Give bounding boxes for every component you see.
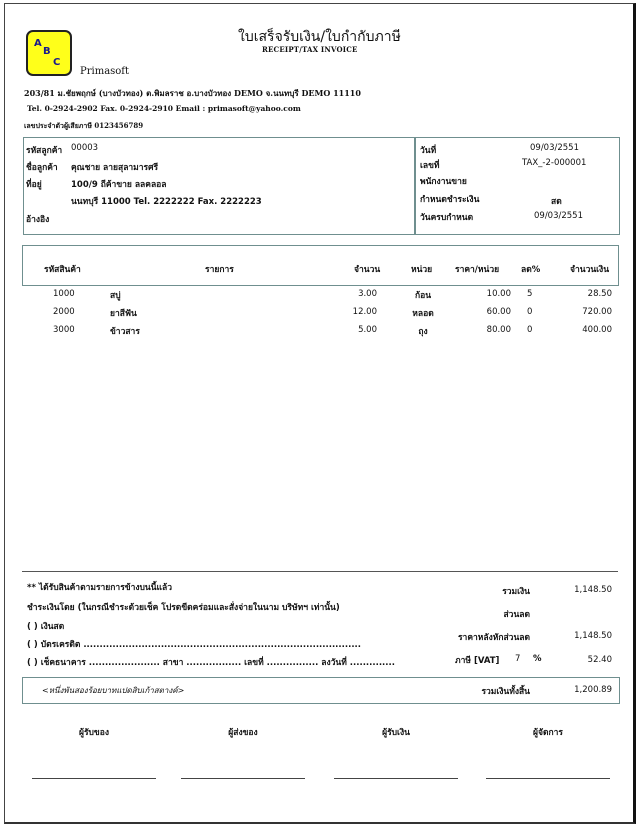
logo-letter-c: C [53,57,61,68]
vat-rate: 7 [515,654,521,664]
customer-code-label: รหัสลูกค้า [26,146,63,156]
company-contact: Tel. 0-2924-2902 Fax. 0-2924-2910 Email : primasoft@yahoo.com [27,104,301,113]
customer-address-label: ที่อยู่ [26,180,42,190]
subtotal-label: รวมเงิน [502,587,530,597]
row-unit: ก้อน [414,291,432,301]
row-qty: 12.00 [352,307,377,317]
row-unit: ถุง [418,327,428,337]
company-name: Primasoft [80,66,130,77]
col-description: รายการ [205,265,234,275]
signature-line-cashier [334,778,458,779]
payment-terms: สด [551,197,562,207]
signature-cashier-label: ผู้รับเงิน [382,728,410,738]
subtotal-value: 1,148.50 [574,585,612,595]
customer-code: 00003 [71,143,99,153]
company-tax-id: เลขประจำตัวผู้เสียภาษี 0123456789 [24,121,144,130]
payment-credit-option[interactable]: ( ) บัตรเครดิต ...................................................................................... [27,640,362,650]
signature-line-receiver [32,778,156,779]
discount-label: ส่วนลด [503,610,530,620]
signature-line-sender [181,778,305,779]
row-amount: 28.50 [587,289,612,299]
row-unit: หลอด [412,309,434,319]
vat-percent-sign: % [533,654,542,664]
signature-sender-label: ผู้ส่งของ [228,728,258,738]
customer-ref-label: อ้างอิง [26,215,50,225]
after-discount-value: 1,148.50 [574,631,612,641]
row-price: 10.00 [486,289,511,299]
vat-value: 52.40 [587,655,612,665]
signature-receiver-label: ผู้รับของ [78,728,109,738]
due-date: 09/03/2551 [534,211,583,221]
company-logo [26,30,72,76]
col-unit: หน่วย [411,265,433,275]
col-amount: จำนวนเงิน [570,265,610,275]
row-amount: 400.00 [582,325,612,335]
signature-manager-label: ผู้จัดการ [533,728,563,738]
row-discount: 5 [527,289,533,299]
document-title: ใบเสร็จรับเงิน/ใบกำกับภาษี [238,29,401,45]
invoice-date: 09/03/2551 [530,143,579,153]
goods-received-note: ** ได้รับสินค้าตามรายการข้างบนนี้แล้ว [27,583,172,593]
row-amount: 720.00 [582,307,612,317]
row-code: 3000 [53,325,75,335]
payment-terms-label: กำหนดชำระเงิน [420,195,480,205]
row-price: 80.00 [486,325,511,335]
payment-cheque-option[interactable]: ( ) เช็คธนาคาร ...................... สาขา ................. เลขที่ ................ ลงวันที่ .............. [27,658,395,668]
row-qty: 5.00 [358,325,377,335]
date-label: วันที่ [420,146,437,156]
customer-name: คุณชาย ลายสุลามารศรี [71,163,159,173]
after-discount-label: ราคาหลังหักส่วนลด [457,633,530,643]
document-subtitle: RECEIPT/TAX INVOICE [262,45,358,54]
vat-label: ภาษี [VAT] [455,656,500,666]
col-discount: ลด% [521,265,541,275]
customer-name-label: ชื่อลูกค้า [26,163,58,173]
row-discount: 0 [527,325,533,335]
salesperson-label: พนักงานขาย [420,177,467,187]
col-unit-price: ราคา/หน่วย [455,265,500,275]
col-product-code: รหัสสินค้า [44,265,81,275]
row-code: 1000 [53,289,75,299]
signature-line-manager [486,778,610,779]
amount-in-words: <หนึ่งพันสองร้อยบาทแปดสิบเก้าสตางค์> [42,686,185,695]
logo-letter-b: B [43,46,51,57]
due-date-label: วันครบกำหนด [420,213,474,223]
footer-divider [22,571,618,572]
customer-address-line1: 100/9 ถีค้าขาย ลลคลอล [71,180,167,190]
row-qty: 3.00 [358,289,377,299]
grand-total-value: 1,200.89 [574,685,612,695]
company-address: 203/81 ม.ชัยพฤกษ์ (บางบัวทอง) ต.พิมลราช อ.บางบัวทอง DEMO จ.นนทบุรี DEMO 11110 [24,88,361,98]
row-code: 2000 [53,307,75,317]
row-item: ข้าวสาร [110,327,140,337]
grand-total-label: รวมเงินทั้งสิ้น [481,687,530,697]
logo-letter-a: A [34,38,42,49]
row-discount: 0 [527,307,533,317]
row-price: 60.00 [486,307,511,317]
payment-by-label: ชำระเงินโดย (ในกรณีชำระด้วยเช็ค โปรดขีดคร่อมและสั่งจ่ายในนาม บริษัทฯ เท่านั้น) [27,603,340,613]
payment-cash-option[interactable]: ( ) เงินสด [27,622,65,632]
col-quantity: จำนวน [354,265,381,275]
row-item: สบู่ [110,291,121,301]
row-item: ยาสีฟัน [110,309,137,319]
customer-address-line2: นนทบุรี 11000 Tel. 2222222 Fax. 2222223 [71,197,262,207]
invoice-number-label: เลขที่ [420,161,440,171]
invoice-number: TAX_-2-000001 [522,158,587,168]
